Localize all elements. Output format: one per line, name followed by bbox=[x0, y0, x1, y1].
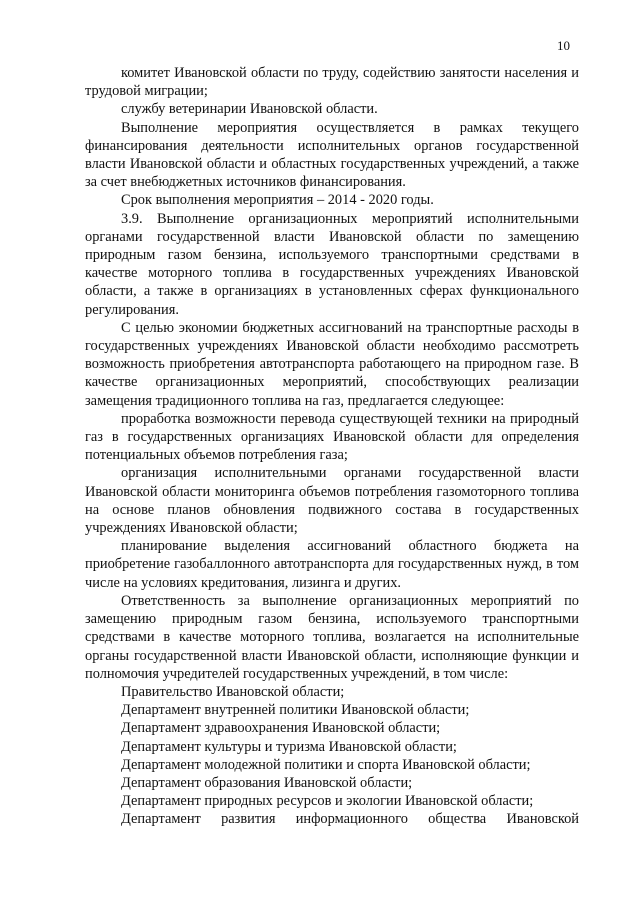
list-item: Департамент природных ресурсов и экологии Ивановской области; bbox=[121, 793, 534, 810]
list-item: Департамент здравоохранения Ивановской области; bbox=[121, 720, 441, 737]
page-number: 10 bbox=[557, 38, 570, 53]
document-body bbox=[85, 64, 579, 829]
paragraph: С целью экономии бюджетных ассигнований на транспортные расходы в государственных учреждениях Ивановской области необходимо рассмотреть возможность приобретения автотранспорта работающего на природном газе. В качестве организационных мероприятий, способствующих реализации замещения традиционного топлива на газ, предлагается следующее: bbox=[85, 319, 579, 409]
paragraph: службу ветеринарии Ивановской области. bbox=[121, 101, 378, 118]
list-item: Департамент внутренней политики Ивановской области; bbox=[121, 702, 470, 719]
paragraph: комитет Ивановской области по труду, содействию занятости населения и трудовой миграции; bbox=[85, 65, 579, 100]
list-item: Департамент образования Ивановской области; bbox=[121, 774, 413, 791]
paragraph: организация исполнительными органами государственной власти Ивановской области мониторинга объемов потребления газомоторного топлива на основе планов обновления подвижного состава в государственных учреждениях Ивановской области; bbox=[85, 465, 579, 537]
paragraph: Срок выполнения мероприятия – 2014 - 2020 годы. bbox=[121, 192, 434, 209]
paragraph: планирование выделения ассигнований областного бюджета на приобретение газобаллонного автотранспорта для государственных нужд, в том числе на условиях кредитования, лизинга и других. bbox=[85, 538, 579, 591]
paragraph: проработка возможности перевода существующей техники на природный газ в государственных организациях Ивановской области для определения потенциальных объемов потребления газа; bbox=[85, 410, 579, 464]
paragraph: Выполнение мероприятия осуществляется в рамках текущего финансирования деятельности исполнительных органов государственной власти Ивановской области и областных государственных учреждений, а также за счет внебюджетных источников финансирования. bbox=[85, 119, 579, 191]
paragraph: 3.9. Выполнение организационных мероприятий исполнительными органами государственной власти Ивановской области по замещению природным газом бензина, используемого транспортными средствами в качестве моторного топлива в государственных учреждениях Ивановской области, а также в организациях в установленных сферах функционального регулирования. bbox=[85, 210, 579, 318]
list-item: Департамент культуры и туризма Ивановской области; bbox=[121, 738, 457, 755]
list-item: Правительство Ивановской области; bbox=[121, 683, 345, 700]
list-item: Департамент молодежной политики и спорта Ивановской области; bbox=[121, 756, 531, 773]
paragraph: Ответственность за выполнение организационных мероприятий по замещению природным газом бензина, используемого транспортными средствами в качестве моторного топлива, возлагается на исполнительные органы государственной власти Ивановской области, исполняющие функции и полномочия учредителей государственных учреждений, в том числе: bbox=[85, 592, 579, 682]
list-item: Департамент развития информационного общества Ивановской bbox=[121, 811, 579, 828]
